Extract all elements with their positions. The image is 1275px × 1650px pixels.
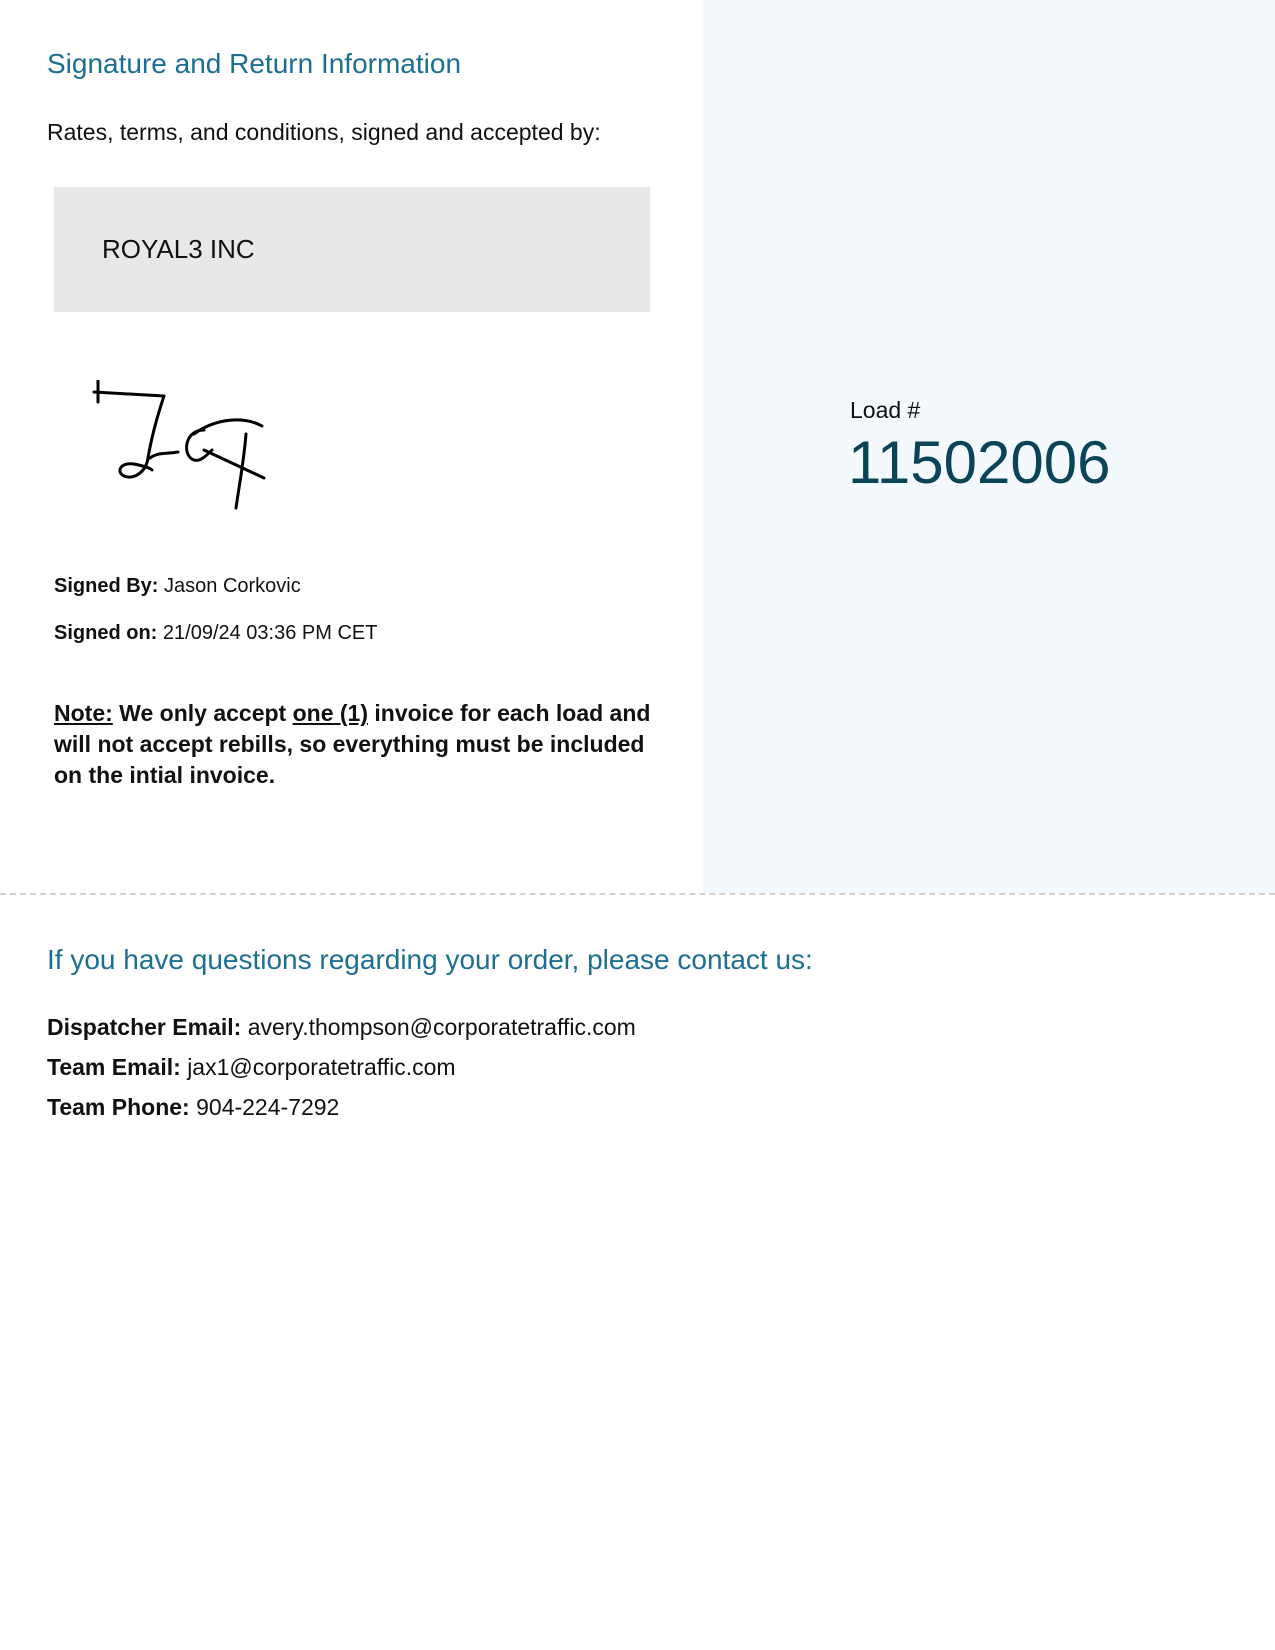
- team-email-label: Team Email:: [47, 1054, 181, 1080]
- section-divider: [0, 893, 1275, 895]
- note-text-2: invoice for each load and will not accept rebills, so everything must be included on the intial invoice.: [54, 700, 651, 788]
- note-text-1: We only accept: [112, 700, 293, 726]
- signed-by-label: Signed By:: [54, 575, 159, 597]
- handwritten-signature: [86, 380, 286, 520]
- load-label: Load #: [850, 397, 921, 423]
- note-label: Note:: [54, 700, 113, 726]
- company-box: [54, 187, 650, 312]
- signature-section-title: Signature and Return Information: [47, 48, 462, 79]
- dispatcher-email-label: Dispatcher Email:: [47, 1014, 242, 1040]
- signed-on-label: Signed on:: [54, 622, 158, 644]
- signed-by-line: [54, 573, 301, 599]
- dispatcher-email-line: [47, 1012, 636, 1042]
- dispatcher-email-value: avery.thompson@corporatetraffic.com: [247, 1014, 636, 1040]
- load-number: 11502006: [848, 429, 1111, 496]
- note-emphasis: one (1): [292, 700, 368, 726]
- contact-section-title: If you have questions regarding your order, please contact us:: [47, 944, 813, 975]
- team-email-value: jax1@corporatetraffic.com: [187, 1054, 456, 1080]
- invoice-note: [54, 698, 654, 791]
- team-phone-value: 904-224-7292: [196, 1094, 340, 1120]
- team-email-line: [47, 1052, 456, 1082]
- signed-on-line: [54, 620, 377, 646]
- company-name: ROYAL3 INC: [102, 234, 255, 264]
- signed-by-value: Jason Corkovic: [164, 575, 301, 597]
- team-phone-line: [47, 1092, 339, 1122]
- signed-on-value: 21/09/24 03:36 PM CET: [162, 622, 378, 644]
- acceptance-intro: Rates, terms, and conditions, signed and accepted by:: [47, 119, 601, 145]
- team-phone-label: Team Phone:: [47, 1094, 190, 1120]
